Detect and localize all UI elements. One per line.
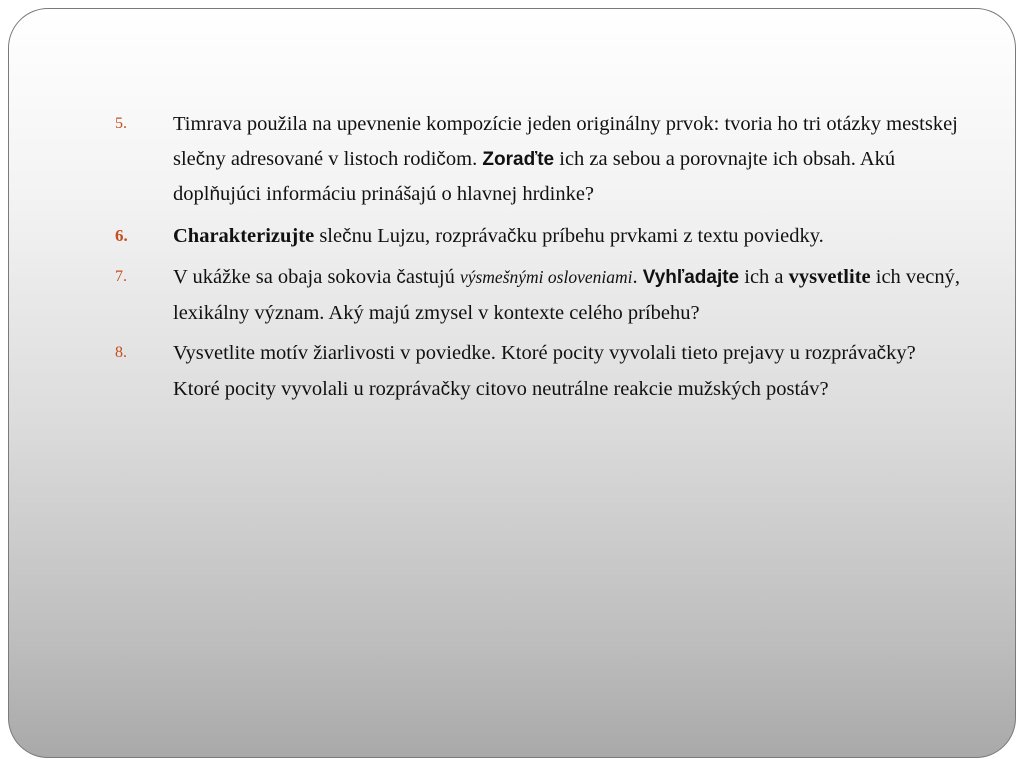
item-text: Vysvetlite motív žiarlivosti v poviedke. Ktoré pocity vyvolali tieto prejavy u rozprávačky? Ktoré pocity vyvolali u rozprávačky citovo neutrálne reakcie mužských postáv? [173, 342, 916, 400]
question-list [115, 107, 965, 413]
italic-term: výsmešnými osloveniami [459, 267, 633, 287]
item-number: 6. [115, 225, 128, 245]
question-item-5 [115, 107, 965, 213]
item-number: 8. [115, 344, 127, 361]
verb-vysvetlite: vysvetlite [788, 266, 871, 288]
question-item-6 [115, 219, 965, 255]
question-item-7 [115, 260, 965, 330]
slide [8, 8, 1016, 758]
item-text: V ukážke sa obaja sokovia častujú výsmešnými osloveniami. Vyhľadajte ich a vysvetlite ich vecný, lexikálny význam. Aký majú zmysel v kontexte celého príbehu? [173, 266, 961, 324]
question-item-8 [115, 336, 965, 407]
verb-vyhladajte: Vyhľadajte [642, 267, 740, 288]
item-number: 7. [115, 268, 127, 285]
verb-charakterizujte: Charakterizujte [173, 224, 315, 247]
item-number: 5. [115, 115, 127, 132]
item-text: Timrava použila na upevnenie kompozície jeden originálny prvok: tvoria ho tri otázky mestskej slečny adresované v listoch rodičom. Zoraďte ich za sebou a porovnajte ich obsah. Akú doplňujúci informáciu prinášajú o hlavnej hrdinke? [173, 113, 958, 205]
item-text: Charakterizujte slečnu Lujzu, rozprávačku príbehu prvkami z textu poviedky. [173, 224, 824, 247]
verb-zoradte: Zoraďte [482, 148, 555, 170]
